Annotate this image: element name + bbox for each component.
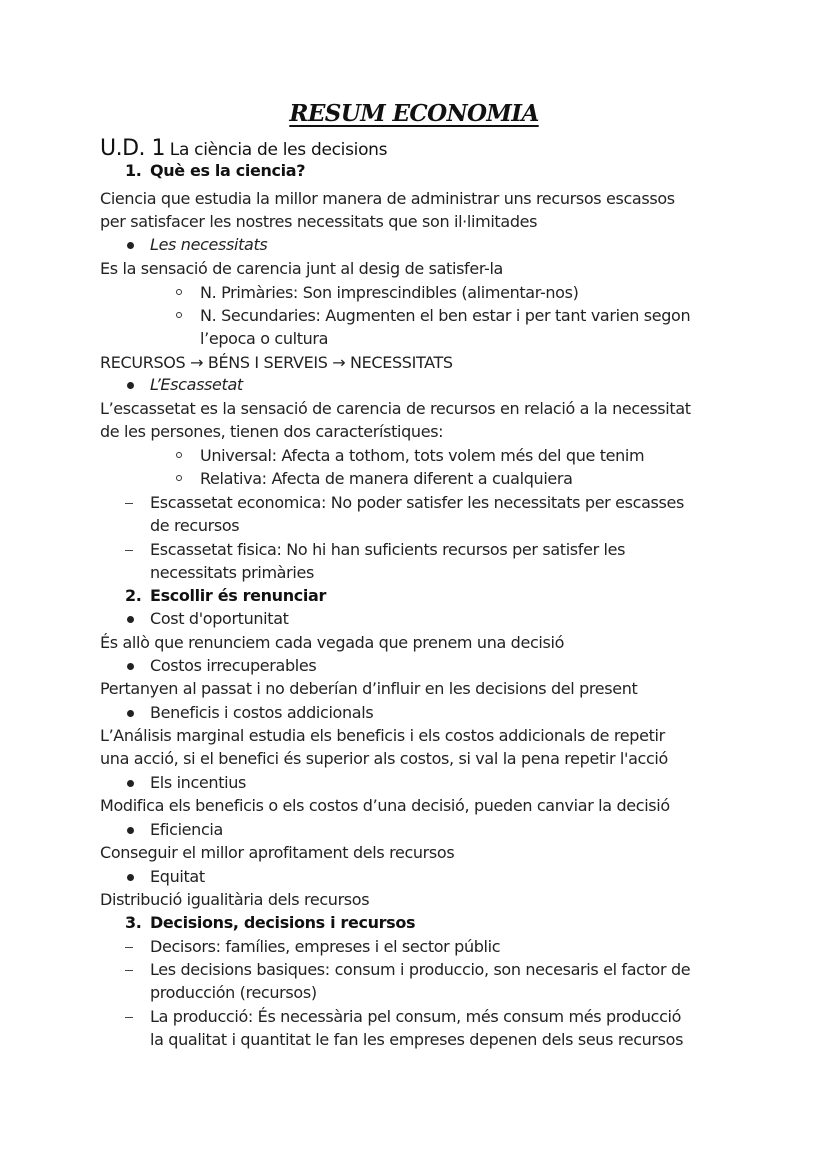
bullet-label: Eficiencia (150, 820, 223, 839)
dash-item-continuation: producción (recursos) (150, 983, 317, 1002)
document-title: RESUM ECONOMIA (289, 100, 539, 127)
paragraph-line: per satisfacer les nostres necessitats que son il·limitades (100, 212, 538, 231)
dash-icon (125, 1017, 133, 1018)
paragraph-line: Es la sensació de carencia junt al desig de satisfer-la (100, 259, 504, 278)
bullet-icon (127, 710, 134, 717)
list-item: Relativa: Afecta de manera diferent a cualquiera (200, 469, 573, 488)
paragraph-line: Conseguir el millor aprofitament dels recursos (100, 843, 455, 862)
list-item-continuation: l’epoca o cultura (200, 329, 329, 348)
dash-icon (125, 550, 133, 551)
dash-item: Decisors: famílies, empreses i el sector públic (150, 937, 501, 956)
section-3-number: 3. (125, 913, 142, 932)
circle-bullet-icon (176, 475, 182, 481)
bullet-icon (127, 242, 134, 249)
section-1-heading: Què es la ciencia? (150, 161, 306, 180)
paragraph-line: Modifica els beneficis o els costos d’una decisió, pueden canviar la decisió (100, 796, 670, 815)
list-item: N. Secundaries: Augmenten el ben estar i per tant varien segon (200, 306, 691, 325)
dash-item-continuation: necessitats primàries (150, 563, 314, 582)
section-3-heading: Decisions, decisions i recursos (150, 913, 416, 932)
unit-code: U.D. 1 (100, 136, 166, 161)
paragraph-line: És allò que renunciem cada vegada que prenem una decisió (100, 633, 565, 652)
dash-item: Escassetat economica: No poder satisfer les necessitats per escasses (150, 493, 684, 512)
paragraph-line: de les persones, tienen dos característiques: (100, 422, 444, 441)
dash-item: Les decisions basiques: consum i produccio, son necesaris el factor de (150, 960, 691, 979)
paragraph-line: L’Análisis marginal estudia els beneficis i els costos addicionals de repetir (100, 726, 665, 745)
flow-line: RECURSOS → BÉNS I SERVEIS → NECESSITATS (100, 353, 453, 372)
bullet-icon (127, 382, 134, 389)
bullet-icon (127, 663, 134, 670)
unit-title: La ciència de les decisions (169, 140, 388, 160)
paragraph-line: Distribució igualitària dels recursos (100, 890, 370, 909)
dash-item: Escassetat fisica: No hi han suficients recursos per satisfer les (150, 540, 626, 559)
bullet-icon (127, 874, 134, 881)
unit-heading (100, 136, 387, 161)
bullet-label: Els incentius (150, 773, 246, 792)
section-1-number: 1. (125, 161, 142, 180)
section-2-heading: Escollir és renunciar (150, 586, 327, 605)
bullet-icon (127, 827, 134, 834)
bullet-label: Cost d'oportunitat (150, 609, 289, 628)
paragraph-line: Ciencia que estudia la millor manera de administrar uns recursos escassos (100, 189, 675, 208)
section-2-number: 2. (125, 586, 142, 605)
bullet-label: L’Escassetat (150, 375, 243, 394)
paragraph-line: L’escassetat es la sensació de carencia de recursos en relació a la necessitat (100, 399, 691, 418)
paragraph-line: una acció, si el benefici és superior als costos, si val la pena repetir l'acció (100, 749, 668, 768)
list-item: N. Primàries: Son imprescindibles (alimentar-nos) (200, 283, 579, 302)
circle-bullet-icon (176, 452, 182, 458)
dash-icon (125, 970, 133, 971)
paragraph-line: Pertanyen al passat i no deberían d’influir en les decisions del present (100, 679, 638, 698)
circle-bullet-icon (176, 312, 182, 318)
dash-item-continuation: la qualitat i quantitat le fan les empreses depenen dels seus recursos (150, 1030, 684, 1049)
dash-item-continuation: de recursos (150, 516, 240, 535)
bullet-icon (127, 780, 134, 787)
bullet-icon (127, 616, 134, 623)
list-item: Universal: Afecta a tothom, tots volem més del que tenim (200, 446, 645, 465)
bullet-label: Les necessitats (150, 235, 268, 254)
dash-item: La producció: És necessària pel consum, més consum més producció (150, 1007, 682, 1026)
dash-icon (125, 947, 133, 948)
bullet-label: Costos irrecuperables (150, 656, 317, 675)
bullet-label: Beneficis i costos addicionals (150, 703, 374, 722)
dash-icon (125, 503, 133, 504)
bullet-label: Equitat (150, 867, 205, 886)
circle-bullet-icon (176, 289, 182, 295)
